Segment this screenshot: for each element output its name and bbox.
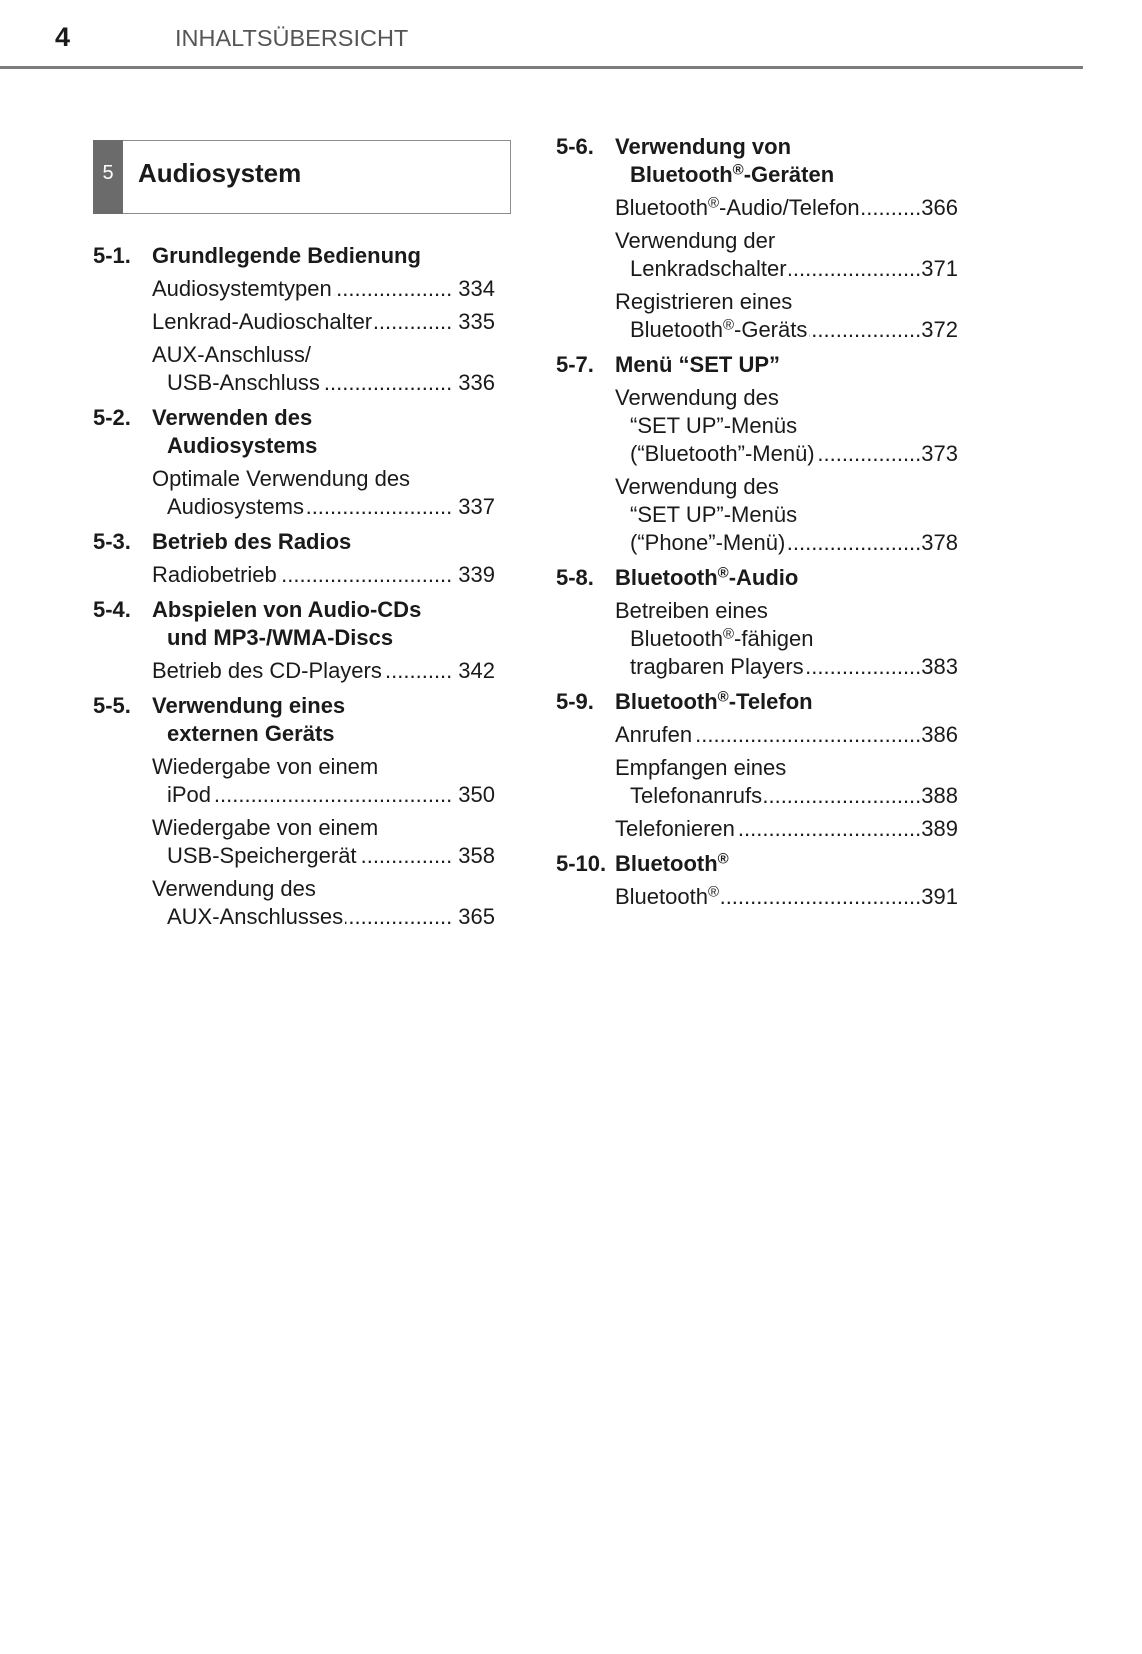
entry-leader-row (152, 308, 495, 336)
toc-entry (93, 341, 495, 397)
section-title-line: Bluetooth®-Audio (615, 564, 799, 590)
page-number: 373 (921, 441, 958, 466)
toc-section (556, 133, 958, 344)
page-number: 372 (921, 317, 958, 342)
section-number: 5-5. (93, 693, 131, 718)
entry-label: USB-Anschluss (167, 370, 320, 395)
entry-label: Bluetooth® (615, 883, 719, 909)
section-heading (93, 404, 495, 460)
dot-leader (817, 440, 922, 468)
entry-leader-row (615, 440, 958, 468)
section-heading (556, 133, 958, 189)
toc-section (556, 688, 958, 843)
toc-section (556, 351, 958, 557)
entry-label: Lenkrad-Audioschalter (152, 309, 373, 334)
toc-entry (93, 465, 495, 521)
section-heading (93, 528, 495, 556)
entry-text-line: Empfangen eines (615, 755, 787, 780)
dot-leader (764, 782, 921, 810)
chapter-tab (93, 140, 123, 214)
entry-text-line: Verwendung des (615, 385, 779, 410)
entry-leader-row (615, 883, 958, 911)
toc-entry (556, 227, 958, 283)
toc-column-left (93, 242, 495, 931)
dot-leader (359, 842, 453, 870)
toc-entry (556, 815, 958, 843)
toc-entry (556, 721, 958, 749)
section-title-line: externen Geräts (167, 721, 335, 746)
header-page-number: 4 (55, 22, 71, 52)
entry-label: AUX-Anschlusses (167, 904, 344, 929)
page-number: 366 (921, 195, 958, 220)
entry-label: Radiobetrieb (152, 562, 277, 587)
chapter-title: Audiosystem (138, 158, 302, 188)
section-number: 5-4. (93, 597, 131, 622)
section-title-line: Betrieb des Radios (152, 529, 352, 554)
toc-entry (556, 288, 958, 344)
page-number: 388 (921, 783, 958, 808)
section-heading (93, 596, 495, 652)
entry-text-line: Verwendung des (615, 474, 779, 499)
toc-entry (556, 597, 958, 681)
entry-leader-row (152, 781, 495, 809)
entry-label: Bluetooth®-Audio/Telefon (615, 194, 860, 220)
entry-text-line: Verwendung der (615, 228, 776, 253)
toc-entry (556, 194, 958, 222)
toc-column-right (556, 133, 958, 911)
header-title: INHALTSÜBERSICHT (175, 25, 409, 51)
toc-entry (93, 657, 495, 685)
entry-leader-row (615, 653, 958, 681)
toc-section (556, 564, 958, 681)
section-heading (556, 688, 958, 716)
entry-text-line: Verwendung des (152, 876, 316, 901)
toc-entry (93, 814, 495, 870)
page-number: 391 (921, 884, 958, 909)
section-heading (556, 564, 958, 592)
section-number: 5-3. (93, 529, 131, 554)
entry-leader-row (615, 255, 958, 283)
page-number: 358 (458, 843, 495, 868)
section-title-line: und MP3-/WMA-Discs (167, 625, 394, 650)
entry-label: Telefonieren (615, 816, 735, 841)
section-number: 5-8. (556, 565, 594, 590)
dot-leader (809, 316, 921, 344)
registered-trademark-symbol: ® (732, 161, 744, 179)
entry-label: Bluetooth®-Geräts (630, 316, 808, 342)
entry-text-line: Betreiben eines (615, 598, 768, 623)
page-number: 365 (458, 904, 495, 929)
toc-entry (556, 473, 958, 557)
section-title-line: Verwendung von (615, 134, 792, 159)
entry-leader-row (615, 194, 958, 222)
dot-leader (279, 561, 453, 589)
section-title-line: Grundlegende Bedienung (152, 243, 421, 268)
registered-trademark-symbol: ® (707, 883, 719, 901)
entry-leader-row (615, 721, 958, 749)
page-number: 389 (921, 816, 958, 841)
toc-entry (556, 883, 958, 911)
toc-section (556, 850, 958, 911)
entry-label: iPod (167, 782, 212, 807)
page-number: 335 (458, 309, 495, 334)
entry-label: Telefonanrufs (630, 783, 763, 808)
entry-leader-row (615, 529, 958, 557)
toc-entry (93, 275, 495, 303)
dot-leader (806, 653, 922, 681)
dot-leader (384, 657, 452, 685)
page-number: 334 (458, 276, 495, 301)
toc-section (93, 528, 495, 589)
registered-trademark-symbol: ® (707, 194, 719, 212)
page-number: 378 (921, 530, 958, 555)
toc-entry (93, 753, 495, 809)
dot-leader (334, 275, 453, 303)
entry-leader-row (152, 369, 495, 397)
entry-leader-row (152, 493, 495, 521)
section-title-line: Bluetooth®-Geräten (630, 161, 835, 187)
entry-leader-row (152, 275, 495, 303)
chapter-box (93, 140, 511, 214)
section-title-line: Bluetooth® (615, 850, 729, 876)
registered-trademark-symbol: ® (722, 316, 734, 334)
section-title-line: Abspielen von Audio-CDs (152, 597, 422, 622)
registered-trademark-symbol: ® (717, 688, 729, 706)
entry-label: Lenkradschalter (630, 256, 787, 281)
section-number: 5-7. (556, 352, 594, 377)
section-heading (556, 351, 958, 379)
dot-leader (789, 255, 922, 283)
entry-leader-row (152, 842, 495, 870)
entry-text-line: “SET UP”-Menüs (630, 413, 798, 438)
page-number: 386 (921, 722, 958, 747)
section-number: 5-6. (556, 134, 594, 159)
entry-text-line: Wiedergabe von einem (152, 815, 379, 840)
entry-text-line: “SET UP”-Menüs (630, 502, 798, 527)
section-heading (93, 692, 495, 748)
entry-text-line: Optimale Verwendung des (152, 466, 411, 491)
section-number: 5-9. (556, 689, 594, 714)
dot-leader (737, 815, 921, 843)
section-number: 5-10. (556, 851, 607, 876)
entry-leader-row (152, 657, 495, 685)
toc-section (93, 404, 495, 521)
section-heading (556, 850, 958, 878)
page-number: 383 (921, 654, 958, 679)
section-title-line: Menü “SET UP” (615, 352, 781, 377)
dot-leader (322, 369, 452, 397)
section-title-line: Bluetooth®-Telefon (615, 688, 813, 714)
dot-leader (787, 529, 921, 557)
page-number: 339 (458, 562, 495, 587)
toc-entry (93, 561, 495, 589)
dot-leader (694, 721, 921, 749)
toc-section (93, 692, 495, 931)
toc-section (93, 596, 495, 685)
toc-entry (556, 384, 958, 468)
section-heading (93, 242, 495, 270)
entry-text-line: AUX-Anschluss/ (152, 342, 311, 367)
dot-leader (862, 194, 922, 222)
entry-label: Anrufen (615, 722, 693, 747)
entry-leader-row (152, 561, 495, 589)
entry-label: tragbaren Players (630, 654, 804, 679)
section-number: 5-1. (93, 243, 131, 268)
entry-label: Betrieb des CD-Players (152, 658, 382, 683)
section-title-line: Audiosystems (167, 433, 318, 458)
page-number: 337 (458, 494, 495, 519)
page-number: 342 (458, 658, 495, 683)
dot-leader (721, 883, 921, 911)
page-number: 371 (921, 256, 958, 281)
toc-entry (93, 875, 495, 931)
header-rule (0, 66, 1083, 69)
entry-leader-row (615, 782, 958, 810)
page-number: 336 (458, 370, 495, 395)
registered-trademark-symbol: ® (717, 850, 729, 868)
section-number: 5-2. (93, 405, 131, 430)
entry-text-line: Registrieren eines (615, 289, 793, 314)
section-title-line: Verwenden des (152, 405, 313, 430)
entry-label: (“Phone”-Menü) (630, 530, 786, 555)
entry-label: Audiosystems (167, 494, 304, 519)
section-title-line: Verwendung eines (152, 693, 346, 718)
entry-leader-row (152, 903, 495, 931)
registered-trademark-symbol: ® (722, 625, 734, 643)
toc-entry (93, 308, 495, 336)
entry-label: (“Bluetooth”-Menü) (630, 441, 815, 466)
entry-text-line: Wiedergabe von einem (152, 754, 379, 779)
entry-leader-row (615, 316, 958, 344)
entry-label: Audiosystemtypen (152, 276, 332, 301)
dot-leader (345, 903, 452, 931)
registered-trademark-symbol: ® (717, 564, 729, 582)
dot-leader (213, 781, 452, 809)
dot-leader (306, 493, 452, 521)
entry-text-line: Bluetooth®-fähigen (630, 625, 814, 651)
page-number: 350 (458, 782, 495, 807)
dot-leader (374, 308, 452, 336)
toc-section (93, 242, 495, 397)
entry-leader-row (615, 815, 958, 843)
entry-label: USB-Speichergerät (167, 843, 357, 868)
toc-entry (556, 754, 958, 810)
chapter-number: 5 (102, 162, 114, 184)
